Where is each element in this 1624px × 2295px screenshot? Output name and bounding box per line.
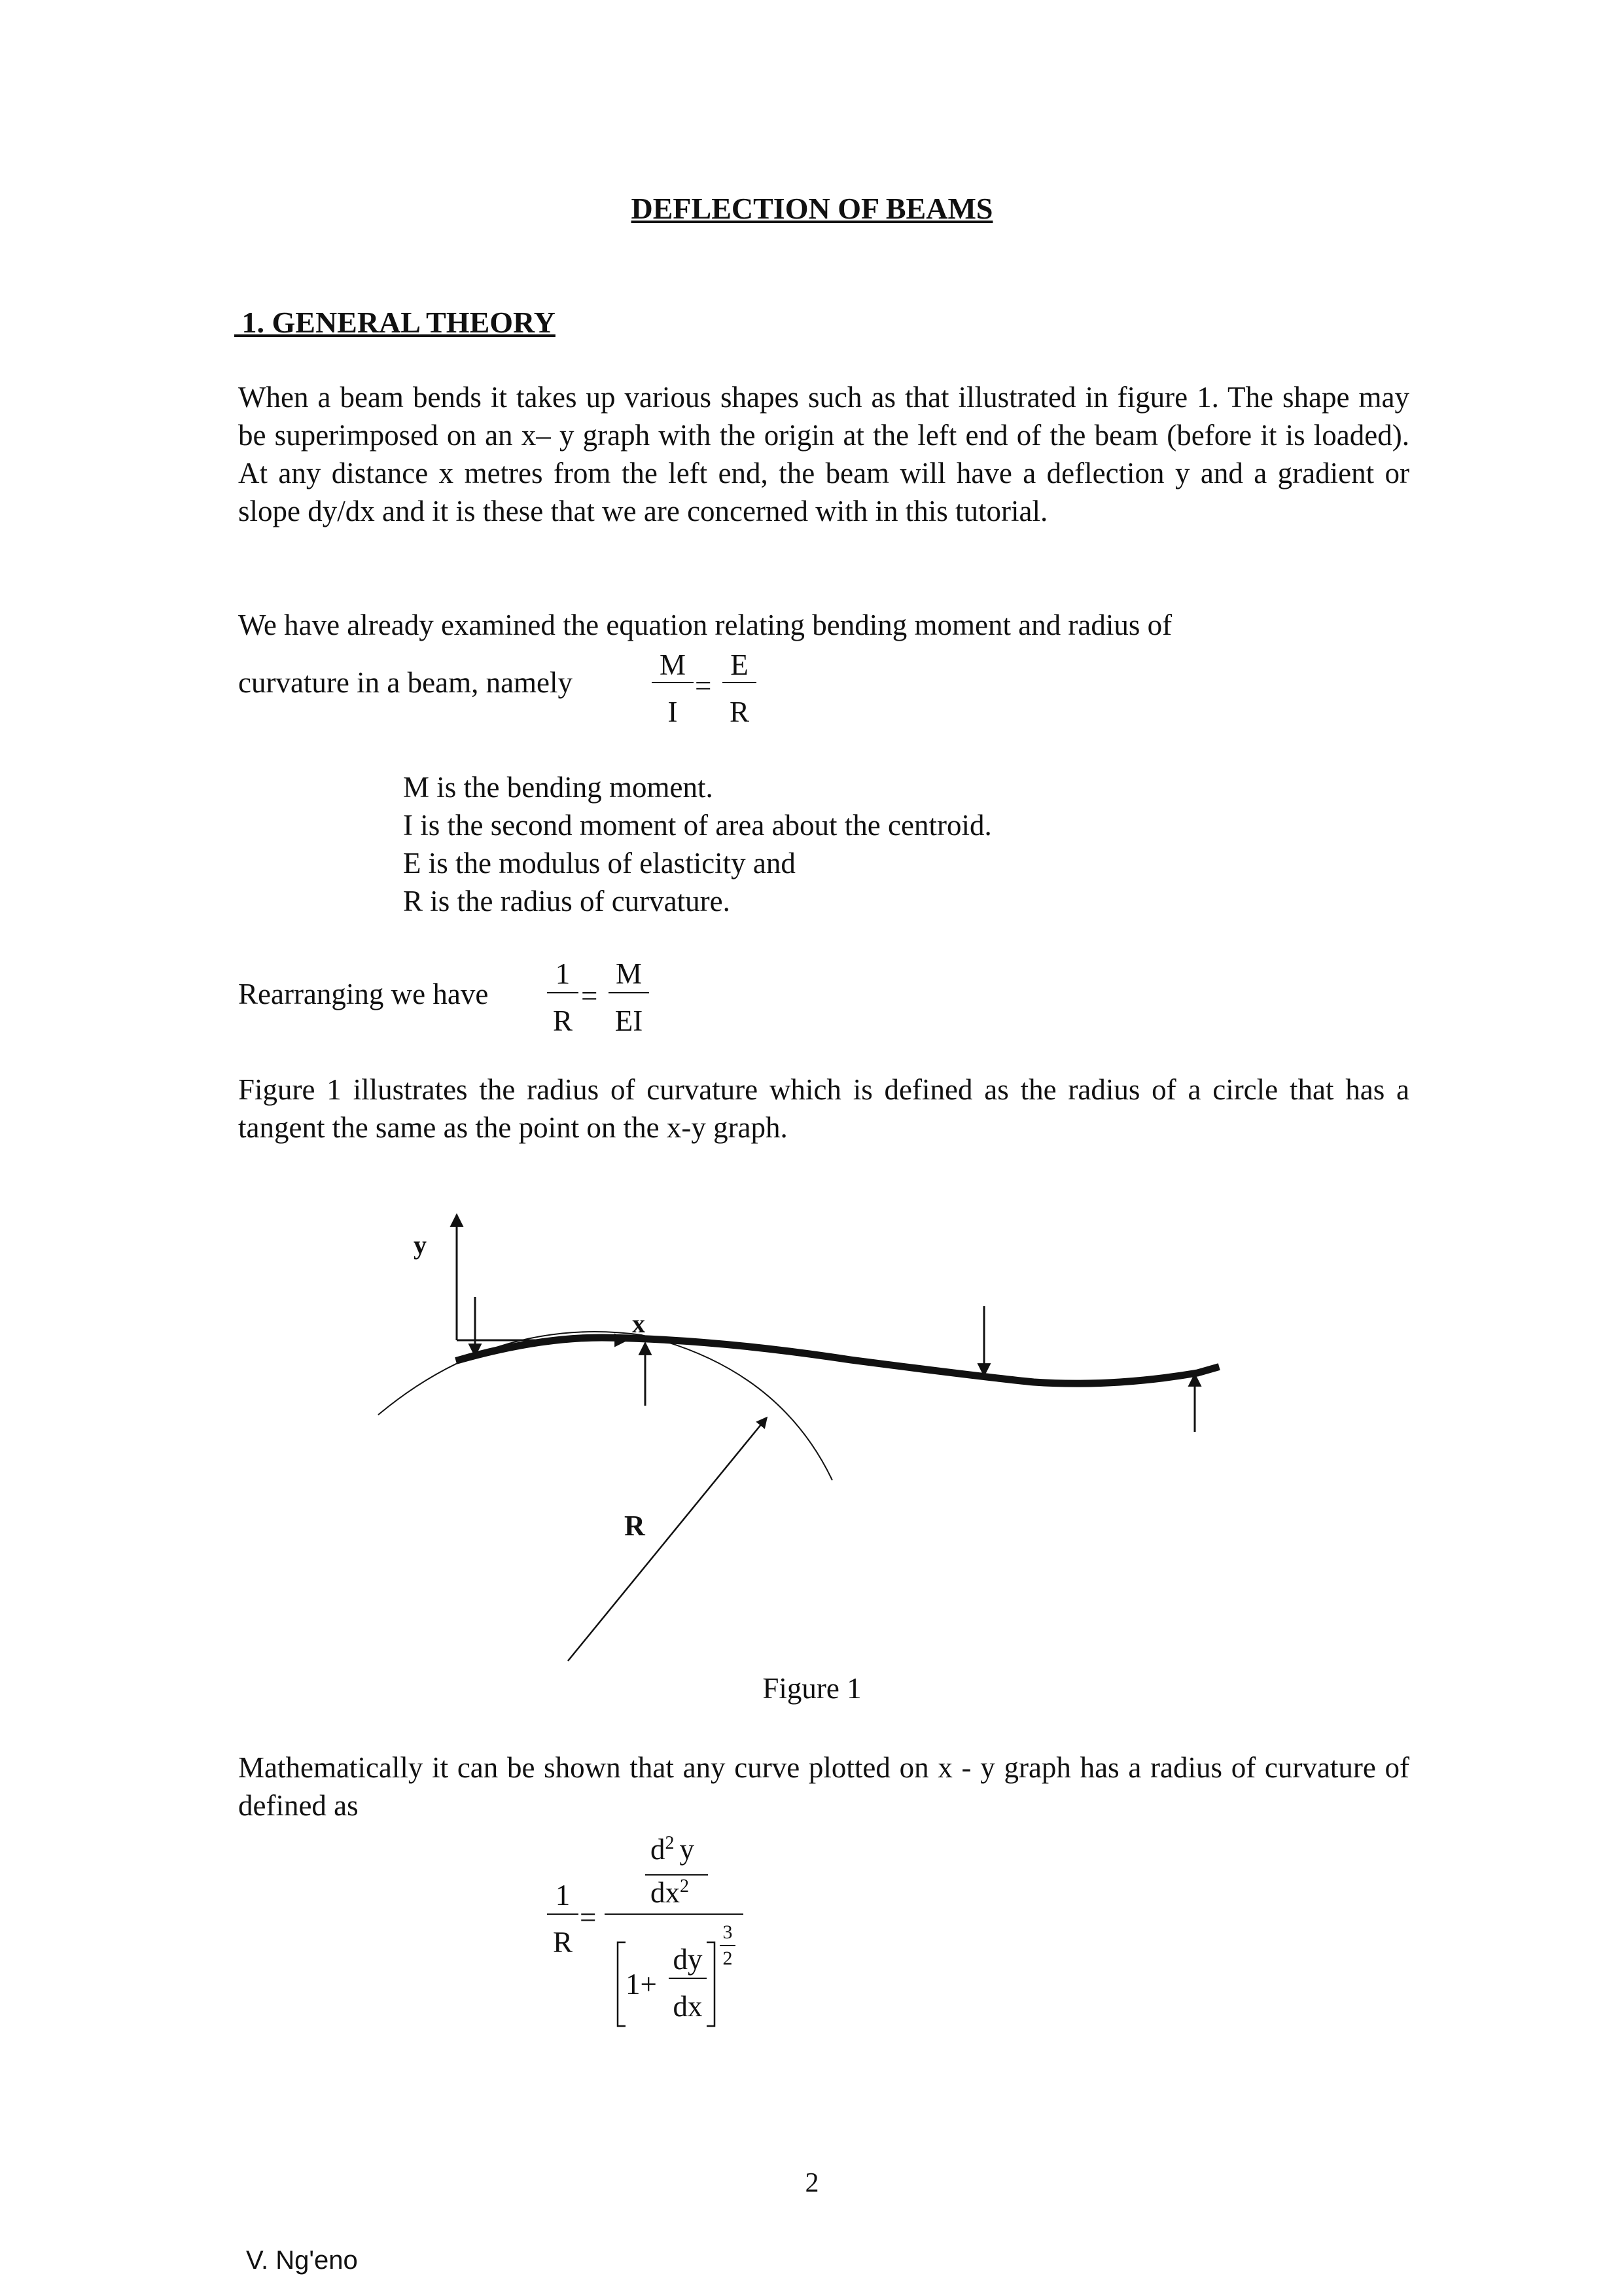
page-title: DEFLECTION OF BEAMS [631,192,993,225]
paragraph-figure-description: Figure 1 illustrates the radius of curvature which is defined as the radius of a circle that has a tangent the same as the point on the x-y graph. [238,1073,1409,1144]
paragraph-equation-intro: We have already examined the equation relating bending moment and radius of [238,609,1173,641]
eq1-equals: = [695,669,712,702]
definition-m: M is the bending moment. [403,771,713,804]
page-number: 2 [805,2168,819,2198]
eq3-exp-num: 3 [722,1921,733,1943]
eq2-den-right: EI [614,1005,643,1037]
rearranging-text: Rearranging we have [238,978,489,1010]
eq3-right-bracket [707,1942,715,2026]
eq1-num-right: E [730,649,749,681]
eq2-equals: = [581,980,598,1012]
eq1-den-left: I [667,696,678,728]
eq3-y: y [679,1833,694,1866]
paragraph-curvature-definition: Mathematically it can be shown that any curve plotted on x - y graph has a radius of curvature of defined as [238,1751,1409,1822]
definition-i: I is the second moment of area about the centroid. [403,809,992,842]
eq3-one-plus: 1+ [626,1968,657,2001]
eq3-equals: = [580,1901,597,1934]
eq3-exponent [720,1921,735,1970]
paragraph-equation-intro-line2: curvature in a beam, namely [238,666,573,699]
eq3-exp-den: 2 [722,1948,733,1969]
eq1-den-right: R [729,696,749,728]
section-heading: 1. GENERAL THEORY [234,306,556,339]
eq2-den-left: R [552,1005,573,1037]
eq3-dx2: dx [673,1990,703,2023]
eq3-dy-bar [669,1978,707,1979]
definition-r: R is the radius of curvature. [403,885,730,917]
eq2-num-right: M [615,957,642,990]
eq3-lhs-den: R [552,1926,573,1959]
eq3-exp-bar [720,1945,735,1946]
radius-label: R [624,1510,645,1542]
eq3-dx: dx [650,1876,680,1909]
x-axis-label: x [632,1309,645,1338]
definition-e: E is the modulus of elasticity and [403,847,796,880]
eq3-left-bracket [618,1942,626,2026]
eq3-d-sup: 2 [665,1833,675,1853]
eq3-lhs-num: 1 [555,1879,571,1912]
eq3-d: d [650,1833,665,1866]
y-axis-label: y [414,1230,427,1260]
eq3-dy: dy [673,1943,703,1976]
paragraph-intro: When a beam bends it takes up various shapes such as that illustrated in figure 1. The shape may be superimposed on an x– y graph with the origin at the left end of the beam (before it is loaded). At any distance x metres from the left end, the beam will have a deflection y and a gradient or slope dy/dx and it is these that we are concerned with in this tutorial. [238,381,1409,527]
eq3-dx-sup: 2 [680,1876,689,1896]
author-footer: V. Ng'eno [246,2246,358,2275]
eq2-num-left: 1 [555,957,571,990]
eq1-num-left: M [659,649,686,681]
eq3-first-derivative [669,1942,707,2023]
figure-caption: Figure 1 [762,1672,862,1705]
